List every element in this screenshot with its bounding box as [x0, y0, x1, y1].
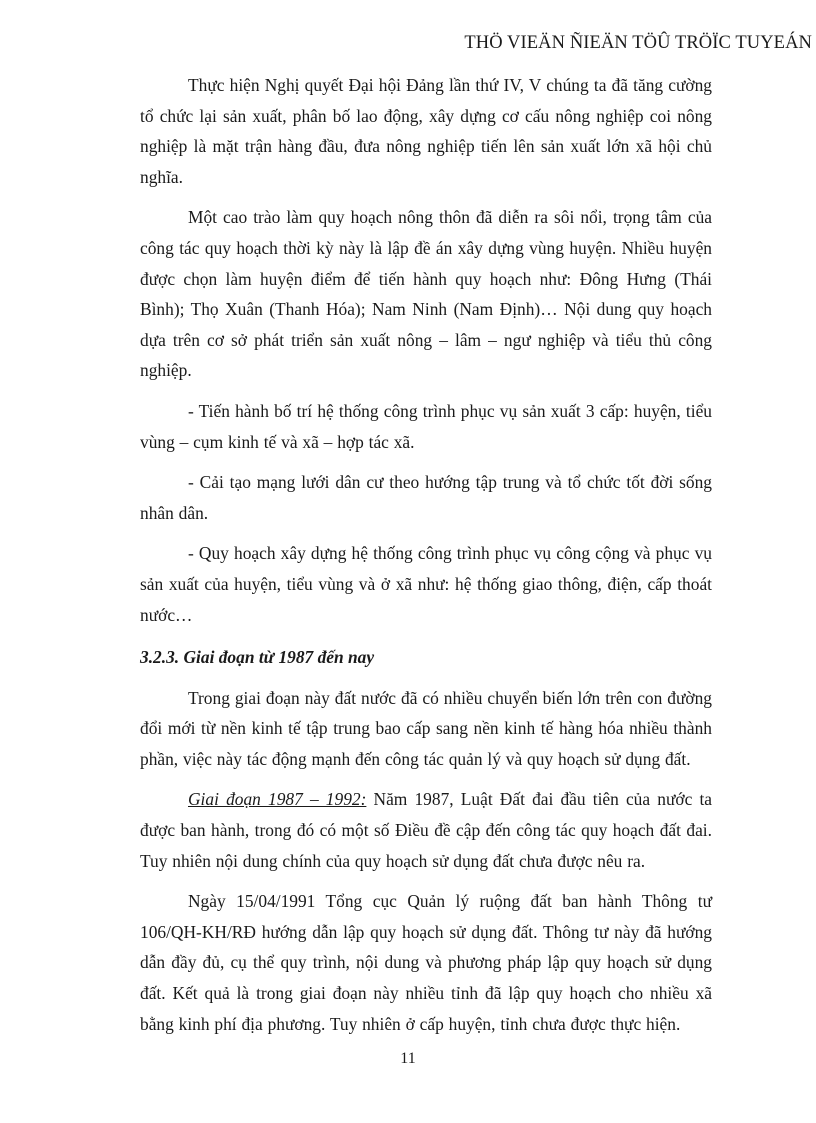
paragraph-intro: Trong giai đoạn này đất nước đã có nhiều chuyển biến lớn trên con đường đổi mới từ nền kinh tế tập trung bao cấp sang nền kinh tế hàng hóa nhiều thành phần, việc này tác động mạnh đến công tác quản lý và quy hoạch sử dụng đất. [140, 687, 712, 769]
paragraph-bullet-residential: - Cải tạo mạng lưới dân cư theo hướng tập trung và tổ chức tốt đời sống nhân dân. [140, 472, 712, 523]
document-body [140, 70, 712, 1039]
paragraph-resolution: Thực hiện Nghị quyết Đại hội Đảng lần thứ IV, V chúng ta đã tăng cường tổ chức lại sản xuất, phân bố lao động, xây dựng cơ cấu nông nghiệp coi nông nghiệp là mặt trận hàng đầu, đưa nông nghiệp tiến lên sản xuất lớn xã hội chủ nghĩa. [140, 75, 712, 187]
page-header: THÖ VIEÄN ÑIEÄN TÖÛ TRÖÏC TUYEÁN [464, 33, 812, 53]
paragraph-period-1987-1992 [140, 784, 712, 876]
page-number: 11 [400, 1050, 416, 1067]
paragraph-bullet-facilities: - Tiến hành bố trí hệ thống công trình phục vụ sản xuất 3 cấp: huyện, tiểu vùng – cụm kinh tế và xã – hợp tác xã. [140, 400, 712, 452]
section-heading: 3.2.3. Giai đoạn từ 1987 đến nay [140, 647, 375, 668]
period-label: Giai đoạn 1987 – 1992: [188, 789, 367, 810]
period-text: Năm 1987, Luật Đất đai đầu tiên của nước ta được ban hành, trong đó có một số Điều đề cập đến công tác quy hoạch đất đai. Tuy nhiên nội dung chính của quy hoạch sử dụng đất chưa được nêu ra. [140, 789, 712, 871]
paragraph-bullet-public-works: - Quy hoạch xây dựng hệ thống công trình phục vụ công cộng và phục vụ sản xuất của huyện, tiểu vùng và ở xã như: hệ thống giao thông, điện, cấp thoát nước… [140, 543, 712, 625]
paragraph-rural-planning: Một cao trào làm quy hoạch nông thôn đã diễn ra sôi nổi, trọng tâm của công tác quy hoạch thời kỳ này là lập đề án xây dựng vùng huyện. Nhiều huyện được chọn làm huyện điểm để tiến hành quy hoạch như: Đông Hưng (Thái Bình); Thọ Xuân (Thanh Hóa); Nam Ninh (Nam Định)… Nội dung quy hoạch dựa trên cơ sở phát triển sản xuất nông – lâm – ngư nghiệp và tiểu thủ công nghiệp. [140, 207, 712, 381]
paragraph-circular-106: Ngày 15/04/1991 Tổng cục Quản lý ruộng đất ban hành Thông tư 106/QH-KH/RĐ hướng dẫn lập quy hoạch sử dụng đất. Thông tư này đã hướng dẫn đầy đủ, cụ thể quy trình, nội dung và phương pháp lập quy hoạch sử dụng đất. Kết quả là trong giai đoạn này nhiều tỉnh đã lập quy hoạch cho nhiều xã bằng kinh phí địa phương. Tuy nhiên ở cấp huyện, tỉnh chưa được thực hiện. [140, 891, 712, 1034]
